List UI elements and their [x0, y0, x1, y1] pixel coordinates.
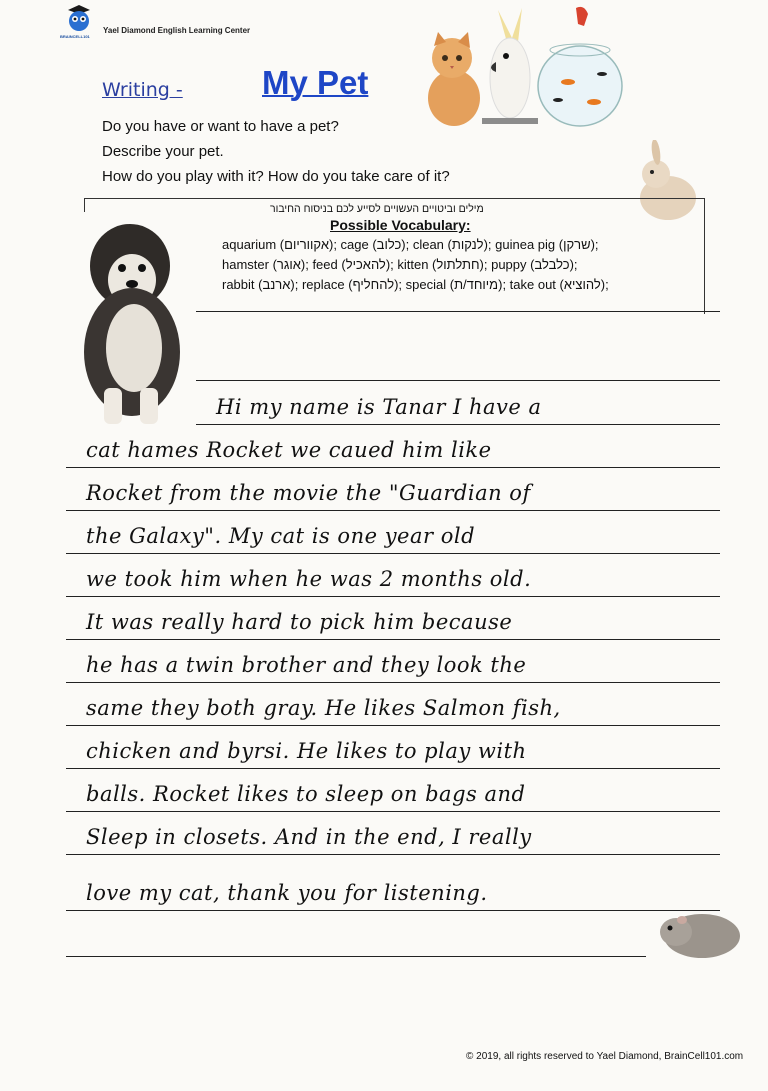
- ruled-line: [196, 380, 720, 381]
- vocabulary-line: hamster (אוגר); feed (להאכיל); kitten (חתלתול); puppy (כלבלב);: [222, 257, 578, 272]
- center-name: Yael Diamond English Learning Center: [103, 26, 251, 35]
- handwriting-line: the Galaxy". My cat is one year old: [86, 524, 476, 548]
- ruled-line: [66, 596, 720, 597]
- ruled-line: [66, 510, 720, 511]
- vocabulary-box-edge: [84, 198, 85, 212]
- handwriting-line: same they both gray. He likes Salmon fish,: [86, 696, 561, 720]
- copyright-footer: © 2019, all rights reserved to Yael Diamond, BrainCell101.com: [466, 1051, 744, 1062]
- ruled-line: [66, 910, 720, 911]
- ruled-line: [66, 768, 720, 769]
- prompt-line: How do you play with it? How do you take care of it?: [102, 168, 450, 185]
- braincell-logo-icon: [62, 4, 96, 34]
- ruled-line: [66, 811, 720, 812]
- vocabulary-line: rabbit (ארנב); replace (להחליף); special (מיוחד/ת); take out (להוציא);: [222, 277, 609, 292]
- ruled-line: [66, 725, 720, 726]
- handwriting-line: he has a twin brother and they look the: [86, 653, 527, 677]
- ruled-line: [196, 424, 720, 425]
- ruled-line: [66, 682, 720, 683]
- prompt-line: Do you have or want to have a pet?: [102, 118, 339, 135]
- dog-photo: [72, 218, 190, 430]
- ruled-line: [66, 467, 720, 468]
- handwriting-line: Rocket from the movie the "Guardian of: [86, 481, 531, 505]
- section-label: Writing -: [102, 79, 183, 101]
- logo-text: BRAINCELL101: [60, 34, 90, 39]
- page-title: My Pet: [262, 64, 369, 101]
- ruled-line: [66, 854, 720, 855]
- ruled-line: [66, 956, 646, 957]
- handwriting-line: we took him when he was 2 months old.: [86, 567, 532, 591]
- vocabulary-heading: Possible Vocabulary:: [330, 217, 471, 233]
- handwriting-line: chicken and byrsi. He likes to play with: [86, 739, 527, 763]
- handwriting-line: love my cat, thank you for listening.: [86, 881, 488, 905]
- vocabulary-hebrew-heading: מילים וביטויים העשויים לסייע לכם בניסוח החיבור: [270, 203, 484, 215]
- handwriting-line: It was really hard to pick him because: [86, 610, 513, 634]
- handwriting-line: Hi my name is Tanar I have a: [216, 395, 542, 419]
- ruled-line: [66, 639, 720, 640]
- fishbowl-photo: [528, 4, 628, 130]
- vocabulary-line: aquarium (אקווריום); cage (כלוב); clean (לנקות); guinea pig (שרקן);: [222, 237, 599, 252]
- ruled-line: [66, 553, 720, 554]
- ruled-line: [196, 311, 720, 312]
- handwriting-line: balls. Rocket likes to sleep on bags and: [86, 782, 526, 806]
- prompt-line: Describe your pet.: [102, 143, 224, 160]
- guinea-pig-photo: [656, 900, 742, 962]
- cat-photo: [418, 30, 486, 128]
- handwriting-line: cat hames Rocket we caued him like: [86, 438, 492, 462]
- handwriting-line: Sleep in closets. And in the end, I really: [86, 825, 532, 849]
